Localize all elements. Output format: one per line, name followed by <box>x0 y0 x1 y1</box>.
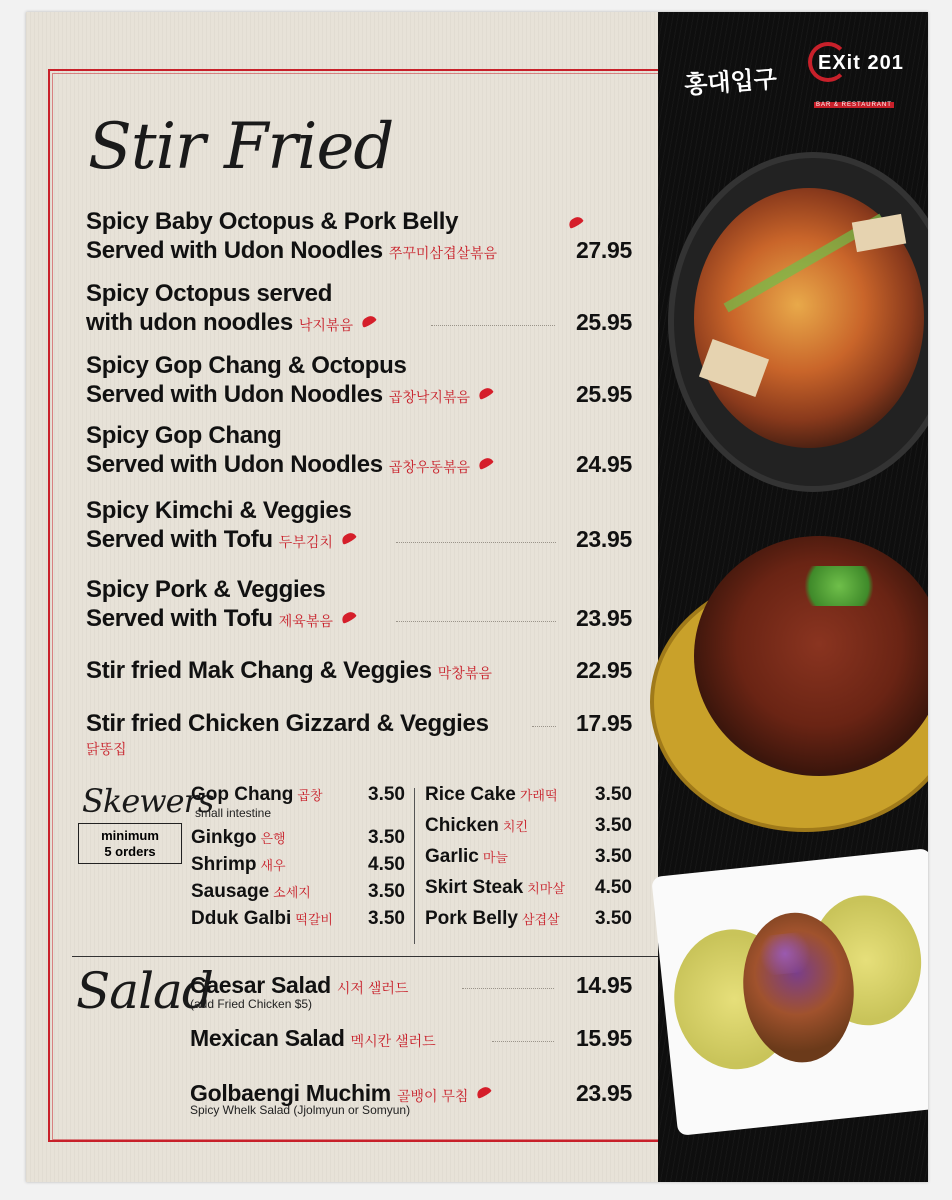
skewer-item <box>425 846 632 877</box>
skewer-price: 3.50 <box>595 815 632 836</box>
salad-price: 15.95 <box>575 1025 632 1051</box>
skewer-korean: 삼겹살 <box>521 912 560 927</box>
logo-tagline: BAR & RESTAURANT <box>816 102 892 108</box>
skewer-price: 3.50 <box>368 827 405 848</box>
item-price: 17.95 <box>575 710 632 736</box>
salad-name: Golbaengi Muchim <box>190 1080 391 1106</box>
menu-item <box>86 280 632 338</box>
golbaengi-salad-dish <box>651 848 928 1136</box>
skewer-name: Gop Chang <box>191 784 294 805</box>
menu-page <box>26 12 928 1182</box>
skewer-item <box>425 815 632 846</box>
dotted-leader <box>396 542 556 543</box>
dotted-leader <box>462 988 554 989</box>
skewer-name: Skirt Steak <box>425 877 524 898</box>
item-name: Spicy Octopus served <box>86 280 333 307</box>
salad-note: (add Fried Chicken $5) <box>190 997 313 1011</box>
dotted-leader <box>532 726 556 727</box>
menu-item <box>86 657 632 686</box>
item-price: 23.95 <box>575 526 632 552</box>
salad-korean: 골뱅이 무침 <box>396 1088 469 1104</box>
item-korean: 제육볶음 <box>278 613 333 629</box>
skewer-price: 3.50 <box>368 784 405 805</box>
skewer-korean: 치마살 <box>527 881 565 896</box>
item-korean: 닭똥집 <box>86 741 127 757</box>
stir-fried-title: Stir Fried <box>88 110 394 184</box>
skewer-price: 4.50 <box>595 877 632 898</box>
skewer-item <box>191 827 405 854</box>
item-name-line2: Served with Udon Noodles <box>86 381 383 408</box>
salad-price: 23.95 <box>575 1080 632 1106</box>
skewer-korean: 마늘 <box>482 850 508 865</box>
salad-item <box>190 1025 632 1054</box>
minimum-order-box <box>78 823 182 864</box>
chili-icon <box>360 314 377 328</box>
item-price: 24.95 <box>575 451 632 477</box>
skewer-korean: 치킨 <box>502 819 529 834</box>
skewer-item <box>425 908 632 939</box>
skewer-item <box>191 881 405 908</box>
skewer-korean: 소세지 <box>273 885 311 900</box>
skewers-right-column <box>425 784 632 939</box>
dotted-leader <box>492 1041 554 1042</box>
skewer-item <box>191 784 405 806</box>
item-name: Spicy Pork & Veggies <box>86 576 326 603</box>
salad-item <box>190 1080 632 1117</box>
skewers-left-column <box>191 784 405 935</box>
skewer-korean: 은행 <box>260 831 286 846</box>
menu-item <box>86 497 632 555</box>
stir-fried-octopus-dish <box>668 152 928 492</box>
item-name-line2: Served with Tofu <box>86 526 273 553</box>
skewer-name: Garlic <box>425 846 479 867</box>
skewer-korean: 곱창 <box>297 788 323 803</box>
skewer-item <box>425 877 632 908</box>
spicy-pork-dish <box>650 572 928 832</box>
salad-price: 14.95 <box>575 972 632 998</box>
menu-paper <box>26 12 658 1182</box>
skewer-korean: 가래떡 <box>519 788 558 803</box>
skewer-note: small intestine <box>195 806 272 820</box>
skewer-price: 3.50 <box>368 908 405 929</box>
salad-item <box>190 972 632 1011</box>
red-border-left <box>48 69 50 1142</box>
red-border-bottom <box>48 1140 658 1142</box>
item-korean: 곱창낙지볶음 <box>388 389 470 405</box>
menu-item <box>86 710 632 761</box>
minimum-label: minimum <box>101 828 159 843</box>
item-price: 27.95 <box>575 237 632 263</box>
logo-text: EXit 201 <box>818 52 904 74</box>
item-name-line2: Served with Udon Noodles <box>86 451 383 478</box>
minimum-count: 5 orders <box>104 844 156 859</box>
item-price: 22.95 <box>575 657 632 683</box>
salad-korean: 시저 샐러드 <box>336 980 409 996</box>
item-korean: 두부김치 <box>278 534 333 550</box>
item-name-line2: with udon noodles <box>86 309 293 336</box>
skewer-name: Pork Belly <box>425 908 518 929</box>
item-price: 23.95 <box>575 605 632 631</box>
skewer-name: Rice Cake <box>425 784 516 805</box>
salad-title: Salad <box>76 962 213 1020</box>
exit-logo <box>808 42 904 114</box>
item-name: Spicy Kimchi & Veggies <box>86 497 352 524</box>
salad-note: Spicy Whelk Salad (Jjolmyun or Somyun) <box>190 1103 411 1117</box>
item-name-line2: Served with Udon Noodles <box>86 237 383 264</box>
item-price: 25.95 <box>575 309 632 335</box>
skewer-price: 3.50 <box>595 784 632 805</box>
salad-korean: 멕시칸 샐러드 <box>350 1033 436 1049</box>
skewer-price: 3.50 <box>595 846 632 867</box>
skewer-name: Shrimp <box>191 854 257 875</box>
salad-name: Caesar Salad <box>190 972 331 998</box>
item-name: Stir fried Chicken Gizzard & Veggies <box>86 710 489 737</box>
item-korean: 쭈꾸미삼겹살볶음 <box>388 245 498 261</box>
item-name-line2: Served with Tofu <box>86 605 273 632</box>
item-name: Spicy Gop Chang <box>86 422 282 449</box>
skewers-title: Skewers <box>82 782 214 820</box>
chili-icon <box>475 1085 492 1099</box>
menu-item <box>86 576 632 634</box>
skewer-korean: 떡갈비 <box>295 912 333 927</box>
menu-item <box>86 208 632 266</box>
skewer-name: Ginkgo <box>191 827 257 848</box>
skewer-name: Sausage <box>191 881 270 902</box>
item-korean: 낙지볶음 <box>298 317 353 333</box>
chili-icon <box>477 456 494 470</box>
item-price: 25.95 <box>575 381 632 407</box>
skewer-korean: 새우 <box>260 858 286 873</box>
skewer-item <box>191 908 405 935</box>
item-korean: 막창볶음 <box>437 665 492 681</box>
skewer-name: Dduk Galbi <box>191 908 292 929</box>
item-name: Stir fried Mak Chang & Veggies <box>86 657 432 684</box>
skewer-price: 3.50 <box>368 881 405 902</box>
skewer-item <box>425 784 632 815</box>
skewer-price: 4.50 <box>368 854 405 875</box>
skewers-divider <box>414 788 415 944</box>
brand-korean-logo: 홍대입구 <box>683 65 778 100</box>
item-name: Spicy Gop Chang & Octopus <box>86 352 407 379</box>
dotted-leader <box>396 621 556 622</box>
chili-icon <box>340 531 357 545</box>
menu-item <box>86 352 632 410</box>
menu-item <box>86 422 632 480</box>
photo-panel <box>658 12 928 1182</box>
section-divider <box>72 956 658 957</box>
red-border-top <box>48 69 658 71</box>
skewer-price: 3.50 <box>595 908 632 929</box>
dotted-leader <box>431 325 555 326</box>
chili-icon <box>567 215 584 229</box>
skewer-item <box>191 854 405 881</box>
item-korean: 곱창우동볶음 <box>388 459 470 475</box>
chili-icon <box>340 610 357 624</box>
skewer-name: Chicken <box>425 815 499 836</box>
item-name: Spicy Baby Octopus & Pork Belly <box>86 208 459 235</box>
salad-name: Mexican Salad <box>190 1025 345 1051</box>
chili-icon <box>477 386 494 400</box>
